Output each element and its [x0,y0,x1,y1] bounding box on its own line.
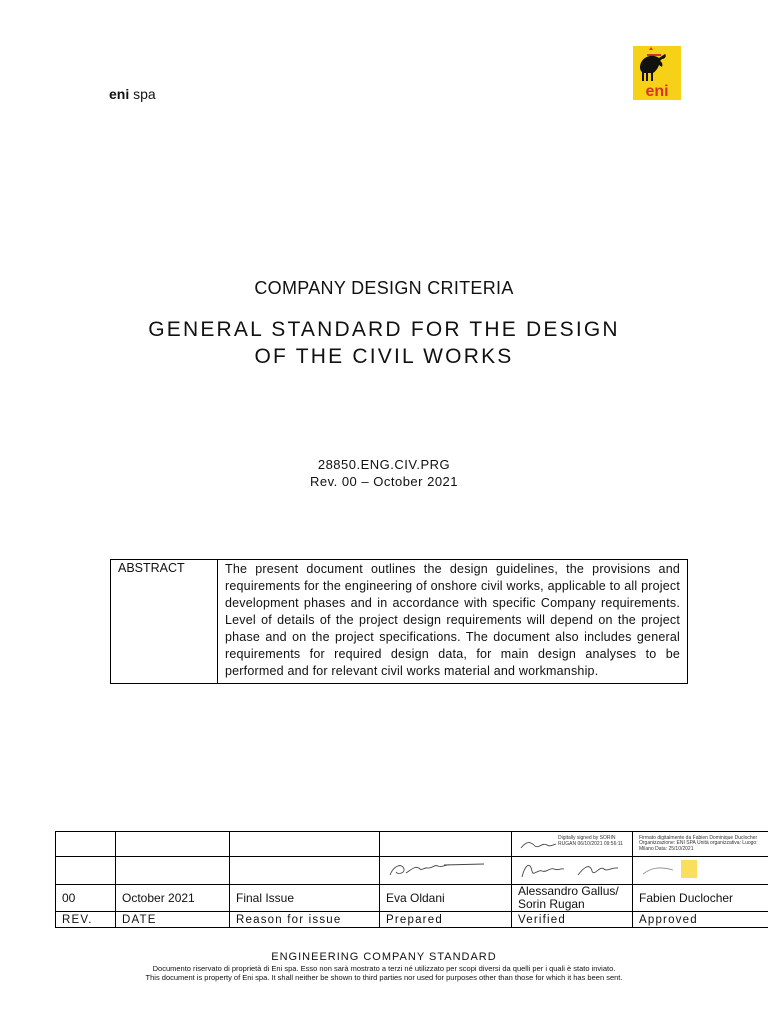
revision-row-signatures [56,857,768,885]
approved-header: Approved [633,912,768,928]
reason-value: Final Issue [230,885,380,912]
approved-digital-stamp-cell [633,832,768,857]
prepared-signature [386,857,486,881]
prepared-header: Prepared [380,912,512,928]
date-header: DATE [116,912,230,928]
prepared-signature-cell [380,857,512,885]
table-cell [230,832,380,857]
eni-logo-text: eni [645,83,669,100]
revision-row-empty-1 [56,832,768,857]
company-name-bold: eni [109,86,130,102]
table-cell [230,857,380,885]
approved-digital-stamp: Firmato digitalmente da Fabien Dominique Duclocher Organizzazione: ENI SPA Unità organizzativa: Luogo: Milano Data: 25/10/2021 [639,834,758,852]
table-cell [116,857,230,885]
table-cell [56,857,116,885]
document-code [0,456,768,490]
verified-value: Alessandro Gallus/ Sorin Rugan [512,885,633,912]
document-title [0,316,768,370]
verified-signature-mark [518,836,558,852]
revision-row-00 [56,885,768,912]
table-cell [116,832,230,857]
company-name-suffix: spa [129,86,156,102]
table-cell [380,832,512,857]
document-type: COMPANY DESIGN CRITERIA [254,278,514,298]
prepared-value: Eva Oldani [380,885,512,912]
rev-header: REV. [56,912,116,928]
footer-title: ENGINEERING COMPANY STANDARD [271,951,497,963]
eni-logo [633,42,681,100]
verified-digital-stamp-cell [512,832,633,857]
company-name [109,86,156,102]
verified-signature-cell [512,857,633,885]
document-title-line-2: OF THE CIVIL WORKS [254,345,514,368]
date-value: October 2021 [116,885,230,912]
document-title-line-1: GENERAL STANDARD FOR THE DESIGN [148,318,620,341]
table-cell [56,832,116,857]
footer-note-english: This document is property of Eni spa. It shall neither be shown to third parties nor used for purposes other than those for which it has been sent. [145,973,623,982]
approved-signature-cell [633,857,768,885]
revision-table [55,831,768,928]
approved-value: Fabien Duclocher [633,885,768,912]
abstract-text: The present document outlines the design guidelines, the provisions and requirements for the engineering of onshore civil works, applicable to all project development phases and in accordance with specific Company requirements. Level of details of the project design requirements will depend on the project phase and on the project specifications. The document also includes general requirements for required design data, for main design analyses to be performed and for relevant civil works material and workmanship. [218,560,688,684]
document-revision: Rev. 00 – October 2021 [309,474,459,489]
footer-note [0,964,768,982]
abstract-table [110,559,688,684]
verified-header: Verified [512,912,633,928]
rev-value: 00 [56,885,116,912]
verified-digital-stamp: Digitally signed by SORIN RUGAN 06/10/2021 09:56:11 [558,835,623,847]
reason-header: Reason for issue [230,912,380,928]
document-number: 28850.ENG.CIV.PRG [317,457,451,472]
footer-note-italian: Documento riservato di proprietà di Eni spa. Esso non sarà mostrato a terzi né utilizzato per scopi diversi da quelli per i quali è stato inviato. [152,964,616,973]
abstract-label: ABSTRACT [111,560,218,684]
approved-stamp-logo [639,858,699,880]
revision-header-row [56,912,768,928]
verified-signature [518,857,628,881]
